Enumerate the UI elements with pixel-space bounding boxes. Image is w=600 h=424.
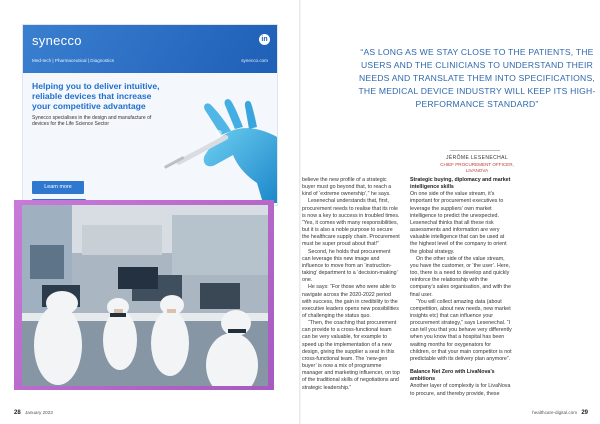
- article-paragraph: On the other side of the value stream, you have the customer, or ‘the user’. Here, too, there is a need to develop and quickly reinforce the relationship with the company’s sales organisation, and with the final user.: [410, 255, 511, 298]
- page-gutter: [299, 0, 301, 424]
- quote-author-role: [352, 162, 600, 174]
- section-heading: Balance Net Zero with LivaNova’s ambitions: [410, 369, 495, 383]
- synecco-advertisement[interactable]: [22, 24, 278, 206]
- quote-author-name: JÉRÔME LESENECHAL: [445, 155, 509, 161]
- right-page-footer: [532, 410, 588, 416]
- lab-cleanroom-photo: [22, 205, 268, 386]
- ad-header-band: [23, 25, 277, 73]
- gloved-hand-device-illustration: [153, 85, 277, 203]
- article-paragraph: Lesenechal understands that, first, procurement needs to realise that its role is now a key to success in troubled times. “Yes, it comes with many responsibilities, but it is also a noble purpose to secure the healthcare supply chain. Procurement must be super proud about that!”: [302, 198, 400, 248]
- article-column-1: [302, 177, 400, 392]
- linkedin-icon[interactable]: in: [259, 34, 270, 45]
- quote-divider: [450, 150, 500, 151]
- article-paragraph: “Then, the coaching that procurement can provide to a cross-functional team can be very valuable, for example to speed up the implementation of a new design, giving the supplier a seat in this cross-functional team. The ‘new-gen buyer’ is now a mix of programme manager and marketing influencer, on top of the traditional skills of negotiations and strategic leadership.”: [302, 320, 400, 391]
- article-paragraph: “You will collect amazing data (about competition, about new needs, new market insights etc) that can influence your procurement strategy,” says Lesenechal. “I can tell you that you behave very differently when you know that a hospital has been waiting months for oxygenators for children, or that your main competitor is not predictable with its delivery plan anymore”.: [410, 298, 512, 362]
- left-page-footer: [14, 410, 53, 416]
- ad-url[interactable]: synecco.com: [241, 58, 268, 63]
- article-paragraph: On one side of the value stream, it’s important for procurement executives to leverage the suppliers’ own market intelligence to predict the unexpected. Lesenechal thinks that all these risk assessments and information are very valuable intelligence that can be used at the highest level of the company to orient the global strategy.: [410, 191, 507, 255]
- site-url[interactable]: healthcare-digital.com: [532, 410, 578, 415]
- article-column-2: [410, 177, 512, 398]
- synecco-logo: synecco: [32, 33, 82, 48]
- ad-body-text: Synecco specialises in the design and manufacture of devices for the Life Science Sector: [32, 115, 152, 128]
- ad-tagline: Med-tech | Pharmaceutical | Diagnostics: [32, 58, 115, 63]
- quote-author-company: LIVANOVA: [465, 168, 489, 173]
- article-paragraph: Another layer of complexity is for LivaNova to procure, and thereby provide, these: [410, 383, 511, 397]
- left-page-number: 28: [14, 410, 21, 416]
- article-paragraph: He says: “For those who were able to navigate across the 2020-2022 period with success, the gain in credibility to the executive leaders opens new possibilities of challenging the status quo.: [302, 284, 399, 319]
- ad-headline: Helping you to deliver intuitive, reliable devices that increase your competitive advantage: [32, 81, 160, 111]
- learn-more-button[interactable]: Learn more: [32, 181, 84, 194]
- article-paragraph: Second, he holds that procurement can leverage this new image and influence to move from an ‘instruction-taking’ department to a ‘decision-making’ one.: [302, 248, 398, 284]
- article-paragraph: believe the new profile of a strategic buyer must go beyond that, to reach a kind of ‘extreme ownership’,” he says.: [302, 177, 392, 198]
- pull-quote: “AS LONG AS WE STAY CLOSE TO THE PATIENTS, THE USERS AND THE CLINICIANS TO UNDERSTAND THEIR NEEDS AND TRANSLATE THEM INTO SPECIFICATIONS, THE MEDICAL DEVICE INDUSTRY WILL KEEP ITS HIGH-PERFORMANCE STANDARD”: [358, 47, 596, 109]
- section-heading: Strategic buying, diplomacy and market intelligence skills: [410, 177, 511, 191]
- right-page-number: 29: [581, 410, 588, 416]
- quote-author-title: CHIEF PROCUREMENT OFFICER,: [440, 162, 514, 167]
- issue-date: January 2023: [24, 410, 53, 415]
